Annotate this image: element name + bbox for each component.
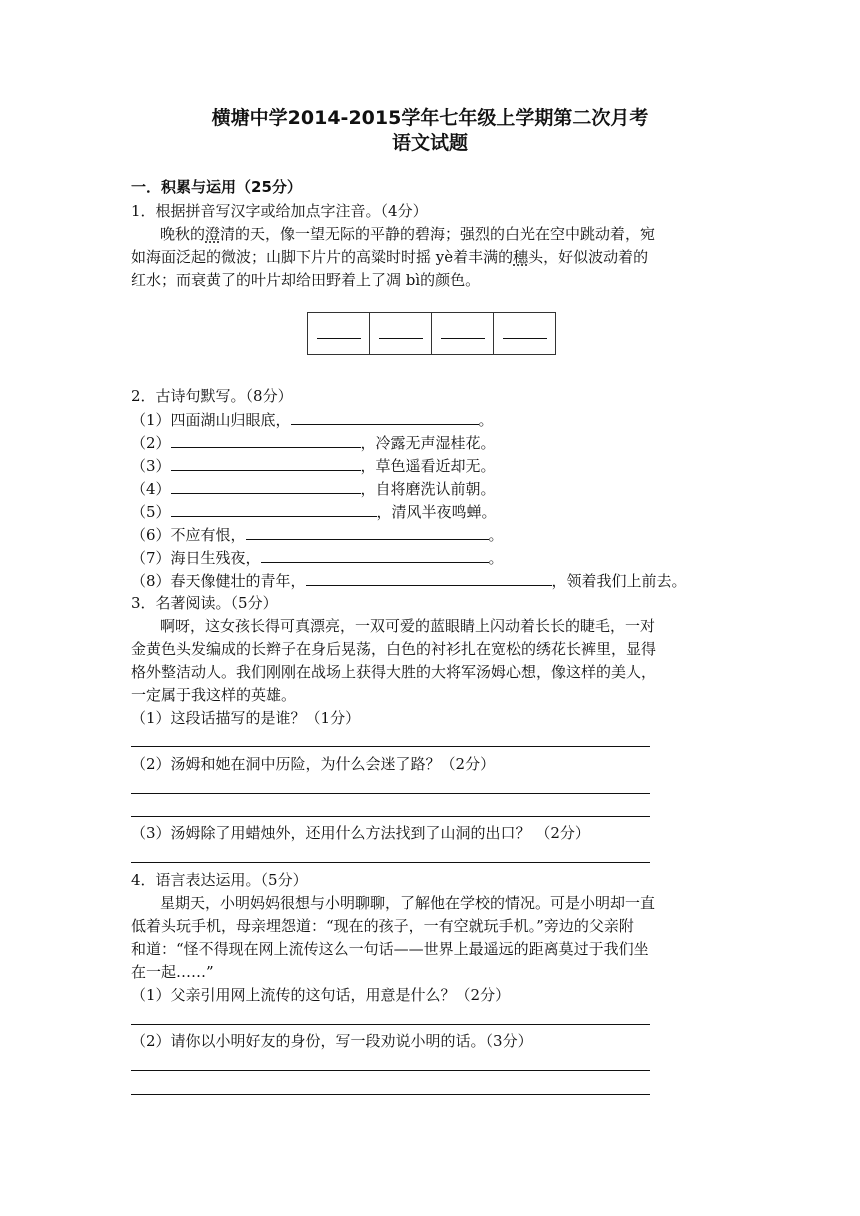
q2-item: （6）不应有恨， 。: [131, 526, 504, 544]
q2-prompt: 2．古诗句默写。（8分）: [131, 387, 293, 405]
q2-item: （4） ，自将磨洗认前朝。: [131, 480, 496, 498]
q1-passage-line-1: 晚秋的澄清的天，像一望无际的平静的碧海；强烈的白光在空中跳动着，宛: [160, 225, 656, 243]
fill-blank[interactable]: [306, 570, 552, 586]
q2-item: （3） ，草色遥看近却无。: [131, 457, 496, 475]
dotted-character: 穗: [513, 248, 529, 266]
answer-line[interactable]: [131, 1094, 650, 1095]
answer-line[interactable]: [131, 1024, 650, 1025]
answer-line[interactable]: [131, 746, 650, 747]
q3-passage-line: 啊呀，这女孩长得可真漂亮，一双可爱的蓝眼睛上闪动着长长的睫毛，一对: [160, 617, 656, 635]
q1-passage-line-2: 如海面泛起的微波；山脚下片片的高粱时时摇 yè着丰满的穗头，好似波动着的: [131, 248, 649, 266]
q1-answer-table: [307, 312, 556, 355]
q1-prompt: 1．根据拼音写汉字或给加点字注音。（4分）: [131, 202, 428, 220]
q1-passage-line-3: 红水；而衰黄了的叶片却给田野着上了凋 bì的颜色。: [131, 271, 481, 289]
q2-item: （5） ，清风半夜鸣蝉。: [131, 503, 497, 521]
fill-blank[interactable]: [261, 547, 489, 563]
q2-item: （7）海日生残夜， 。: [131, 549, 504, 567]
section-heading: 一．积累与运用（25分）: [131, 178, 302, 196]
q3-passage-line: 一定属于我这样的英雄。: [131, 686, 297, 704]
q4-prompt: 4．语言表达运用。（5分）: [131, 871, 308, 889]
q3-prompt: 3．名著阅读。（5分）: [131, 594, 278, 612]
answer-cell[interactable]: [432, 313, 494, 355]
q2-item: （2） ，冷露无声湿桂花。: [131, 434, 496, 452]
answer-line[interactable]: [131, 1070, 650, 1071]
fill-blank[interactable]: [171, 455, 361, 471]
q4-sub-question: （2）请你以小明好友的身份，写一段劝说小明的话。（3分）: [131, 1032, 533, 1050]
dotted-character: 澄: [205, 225, 221, 243]
q4-passage-line: 低着头玩手机，母亲埋怨道：“现在的孩子，一有空就玩手机。”旁边的父亲附: [131, 917, 634, 935]
fill-blank[interactable]: [171, 478, 361, 494]
fill-blank[interactable]: [171, 501, 377, 517]
answer-cell[interactable]: [494, 313, 556, 355]
q3-passage-line: 金黄色头发编成的长辫子在身后晃荡，白色的衬衫扎在宽松的绣花长裤里，显得: [131, 640, 657, 658]
q3-sub-question: （3）汤姆除了用蜡烛外，还用什么方法找到了山洞的出口？ （2分）: [131, 824, 590, 842]
answer-line[interactable]: [131, 793, 650, 794]
answer-line[interactable]: [131, 862, 650, 863]
fill-blank[interactable]: [246, 524, 489, 540]
exam-title: 横塘中学2014-2015学年七年级上学期第二次月考: [211, 107, 649, 129]
q2-item: （8）春天像健壮的青年， ，领着我们上前去。: [131, 572, 687, 590]
q4-passage-line: 在一起……”: [131, 963, 214, 981]
answer-cell[interactable]: [370, 313, 432, 355]
q4-passage-line: 星期天，小明妈妈很想与小明聊聊，了解他在学校的情况。可是小明却一直: [160, 894, 656, 912]
exam-subtitle: 语文试题: [391, 132, 468, 154]
answer-line[interactable]: [131, 816, 650, 817]
q2-item: （1）四面湖山归眼底， 。: [131, 411, 494, 429]
answer-cell[interactable]: [308, 313, 370, 355]
q3-sub-question: （1）这段话描写的是谁？（1分）: [131, 709, 361, 727]
fill-blank[interactable]: [291, 409, 479, 425]
q4-passage-line: 和道：“怪不得现在网上流传这么一句话——世界上最遥远的距离莫过于我们坐: [131, 940, 649, 958]
q3-passage-line: 格外整洁动人。我们刚刚在战场上获得大胜的大将军汤姆心想，像这样的美人，: [131, 663, 657, 681]
q3-sub-question: （2）汤姆和她在洞中历险，为什么会迷了路？（2分）: [131, 755, 496, 773]
q4-sub-question: （1）父亲引用网上流传的这句话，用意是什么？（2分）: [131, 986, 511, 1004]
fill-blank[interactable]: [171, 432, 361, 448]
